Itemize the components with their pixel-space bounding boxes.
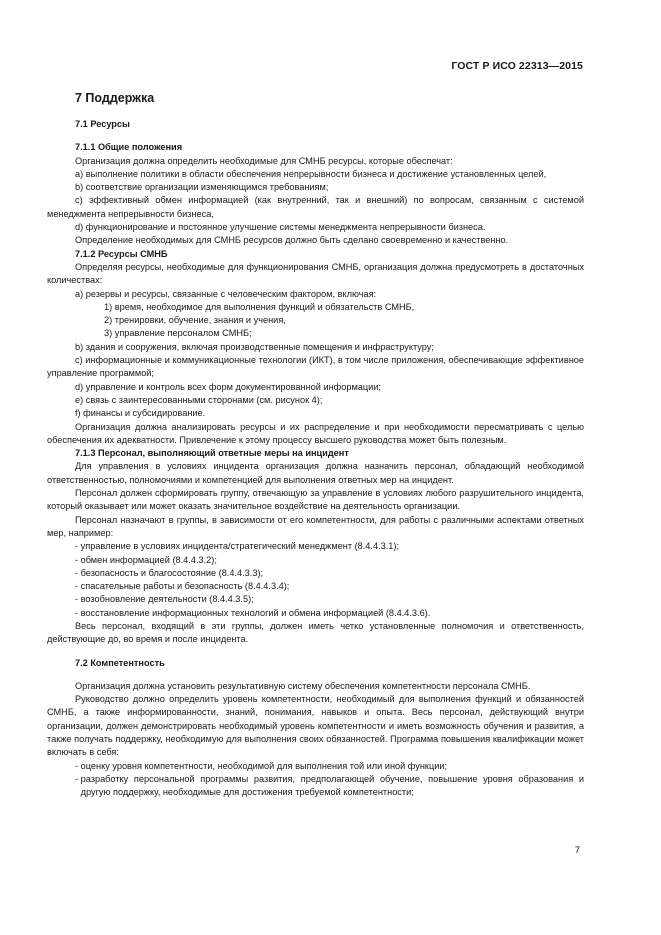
paragraph: Персонал должен сформировать группу, отвечающую за управление в условиях любого разрушительного инцидента, который оказывает или может оказать значительное воздействие на деятельность организации. [47,488,584,512]
paragraph: Руководство должно определить уровень компетентности, необходимый для выполнения функций и обязанностей СМНБ, а также информированности, знаний, понимания, навыков и опыта. Весь персонал, действующий внутри организации, должен демонстрировать необходимый уровень компетентности и иметь возможность обучения и развития, а также получать поддержку, необходимую для выполнения своих обязанностей. Программа повышения квалификации может включать в себя: [47,694,584,758]
paragraph: Организация должна анализировать ресурсы и их распределение и при необходимости пересматривать с целью обеспечения их адекватности. Привлечение к этому процессу высшего руководства может быть полезным. [47,421,584,445]
paragraph: Весь персонал, входящий в эти группы, должен иметь четко установленные полномочия и ответственность, действующие до, во время и после инцидента. [47,620,584,645]
dash-list-item: - безопасность и благосостояние (8.4.4.3.3); [75,567,264,578]
list-item: c) эффективный обмен информацией (как внутренний, так и внешний) по вопросам, связанным с системой менеджмента непрерывности бизнеса, [47,195,584,219]
dash-list-item: - спасательные работы и безопасность (8.4.4.3.4); [75,581,290,592]
subsection-title-7-2: 7.2 Компетентность [75,657,165,668]
clause-title-7-1-1: 7.1.1 Общие положения [75,142,183,153]
list-item: b) соответствие организации изменяющимся требованиям; [75,182,329,193]
paragraph: Организация должна установить результативную систему обеспечения компетентности персонала СМНБ. [75,680,531,691]
paragraph: Определение необходимых для СМНБ ресурсов должно быть сделано своевременно и качественно. [75,235,509,246]
running-header: ГОСТ Р ИСО 22313—2015 [451,60,583,72]
list-item: c) информационные и коммуникационные технологии (ИКТ), в том числе приложения, обеспечивающие эффективное управление программой; [47,355,584,379]
list-item: e) связь с заинтересованными сторонами (см. рисунок 4); [75,394,323,405]
list-item: d) управление и контроль всех форм документированной информации; [75,381,381,392]
sub-list-item: 1) время, необходимое для выполнения функций и обязательств СМНБ, [104,301,415,312]
list-item: f) финансы и субсидирование. [75,408,206,419]
dash-list-item: - возобновление деятельности (8.4.4.3.5); [75,594,254,605]
dash-list-item: - управление в условиях инцидента/стратегический менеджмент (8.4.4.3.1); [75,541,400,552]
list-item: a) выполнение политики в области обеспечения непрерывности бизнеса и достижение установленных целей, [75,168,547,179]
dash-list-item: - оценку уровня компетентности, необходимой для выполнения той или иной функции; [75,760,448,771]
paragraph: Персонал назначают в группы, в зависимости от его компетентности, для работы с различными аспектами ответных мер, например: [47,514,584,538]
page-content [47,90,584,800]
subsection-title-7-1: 7.1 Ресурсы [75,119,130,129]
paragraph: Организация должна определить необходимые для СМНБ ресурсы, которые обеспечат: [75,155,453,166]
list-item: d) функционирование и постоянное улучшение системы менеджмента непрерывности бизнеса. [75,222,486,233]
sub-list-item: 2) тренировки, обучение, знания и учения, [104,315,286,326]
dash-list-item: - восстановление информационных технологий и обмена информацией (8.4.4.3.6). [75,607,431,618]
dash-list-item: - разработку персональной программы развития, предполагающей обучение, повышение уровня образования и другую поддержку, необходимые для достижения требуемой компетентности; [75,773,584,798]
page-number: 7 [574,845,580,856]
paragraph: Определяя ресурсы, необходимые для функционирования СМНБ, организация должна предусмотреть в достаточных количествах: [47,261,584,286]
clause-title-7-1-3: 7.1.3 Персонал, выполняющий ответные меры на инцидент [75,448,349,459]
list-item: a) резервы и ресурсы, связанные с человеческим фактором, включая: [75,288,377,299]
section-title: 7 Поддержка [75,91,155,105]
paragraph: Для управления в условиях инцидента организация должна назначить персонал, обладающий необходимой ответственностью, полномочиями и компетенцией для выполнения ответных мер на инцидент. [47,461,584,485]
dash-list-item: - обмен информацией (8.4.4.3.2); [75,554,217,565]
clause-title-7-1-2: 7.1.2 Ресурсы СМНБ [75,248,168,259]
list-item: b) здания и сооружения, включая производственные помещения и инфраструктуру; [75,341,434,352]
sub-list-item: 3) управление персоналом СМНБ; [104,328,252,339]
